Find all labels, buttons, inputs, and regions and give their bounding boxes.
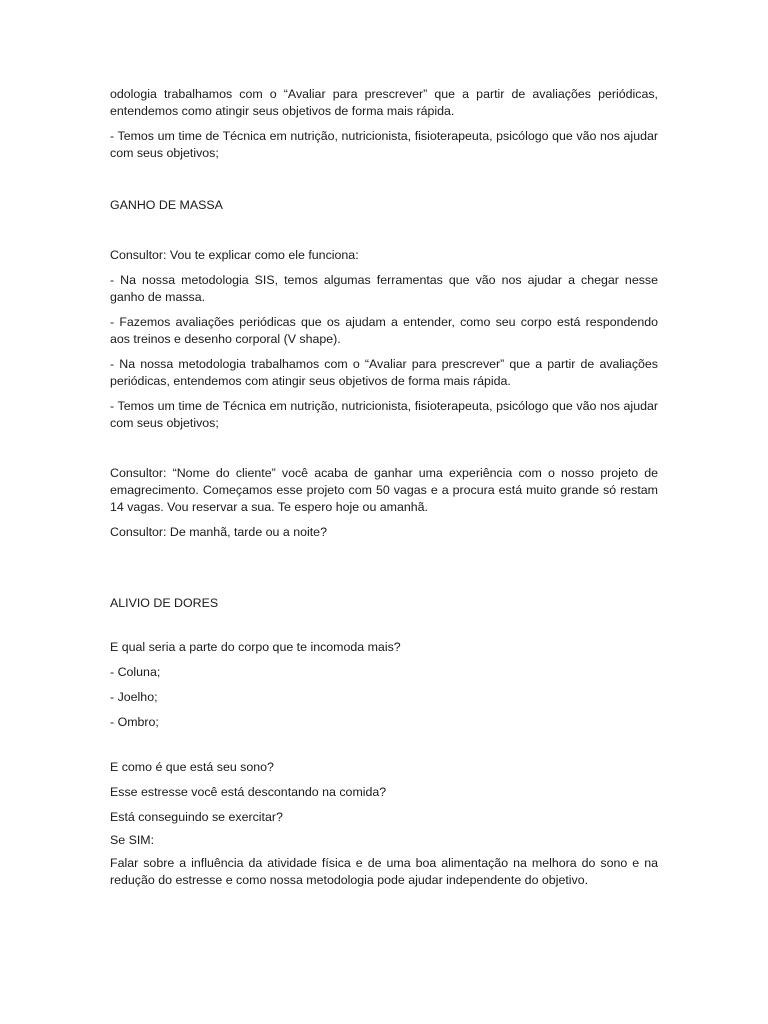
consultor-schedule-question: Consultor: De manhã, tarde ou a noite? [110,525,327,539]
intro-team-paragraph: - Temos um time de Técnica em nutrição, nutricionista, fisioterapeuta, psicólogo que vão nos ajudar com seus objetivos; [110,129,658,160]
question-body-part: E qual seria a parte do corpo que te incomoda mais? [110,640,401,654]
list-item-joelho: - Joelho; [110,690,158,704]
section-heading-alivio-de-dores: ALIVIO DE DORES [110,596,219,610]
consultor-offer-paragraph: Consultor: “Nome do cliente” você acaba de ganhar uma experiência com o nosso projeto de emagrecimento. Começamos esse projeto com 50 vagas e a procura está muito grande só restam 14 vagas. Vou reservar a sua. Te espero hoje ou amanhã. [110,466,658,514]
document-page [110,86,658,889]
ganho-paragraph-avaliacoes: - Fazemos avaliações periódicas que os ajudam a entender, como seu corpo está respondendo aos treinos e desenho corporal (V shape). [110,315,658,346]
ganho-paragraph-sis: - Na nossa metodologia SIS, temos algumas ferramentas que vão nos ajudar a chegar nesse ganho de massa. [110,273,658,304]
question-stress-food: Esse estresse você está descontando na comida? [110,785,387,799]
list-item-ombro: - Ombro; [110,715,159,729]
ganho-paragraph-team: - Temos um time de Técnica em nutrição, nutricionista, fisioterapeuta, psicólogo que vão nos ajudar com seus objetivos; [110,399,658,430]
list-item-coluna: - Coluna; [110,665,161,679]
intro-paragraph: odologia trabalhamos com o “Avaliar para prescrever” que a partir de avaliações periódicas, entendemos como atingir seus objetivos de forma mais rápida. [110,87,658,118]
question-sleep: E como é que está seu sono? [110,760,274,774]
condition-se-sim: Se SIM: [110,833,155,847]
closing-paragraph: Falar sobre a influência da atividade física e de uma boa alimentação na melhora do sono e na redução do estresse e como nossa metodologia pode ajudar independente do objetivo. [110,856,658,887]
question-exercise: Está conseguindo se exercitar? [110,810,283,824]
section-heading-ganho-de-massa: GANHO DE MASSA [110,198,223,212]
consultor-intro: Consultor: Vou te explicar como ele funciona: [110,248,359,262]
ganho-paragraph-metodologia: - Na nossa metodologia trabalhamos com o “Avaliar para prescrever” que a partir de avaliações periódicas, entendemos com atingir seus objetivos de forma mais rápida. [110,357,658,388]
